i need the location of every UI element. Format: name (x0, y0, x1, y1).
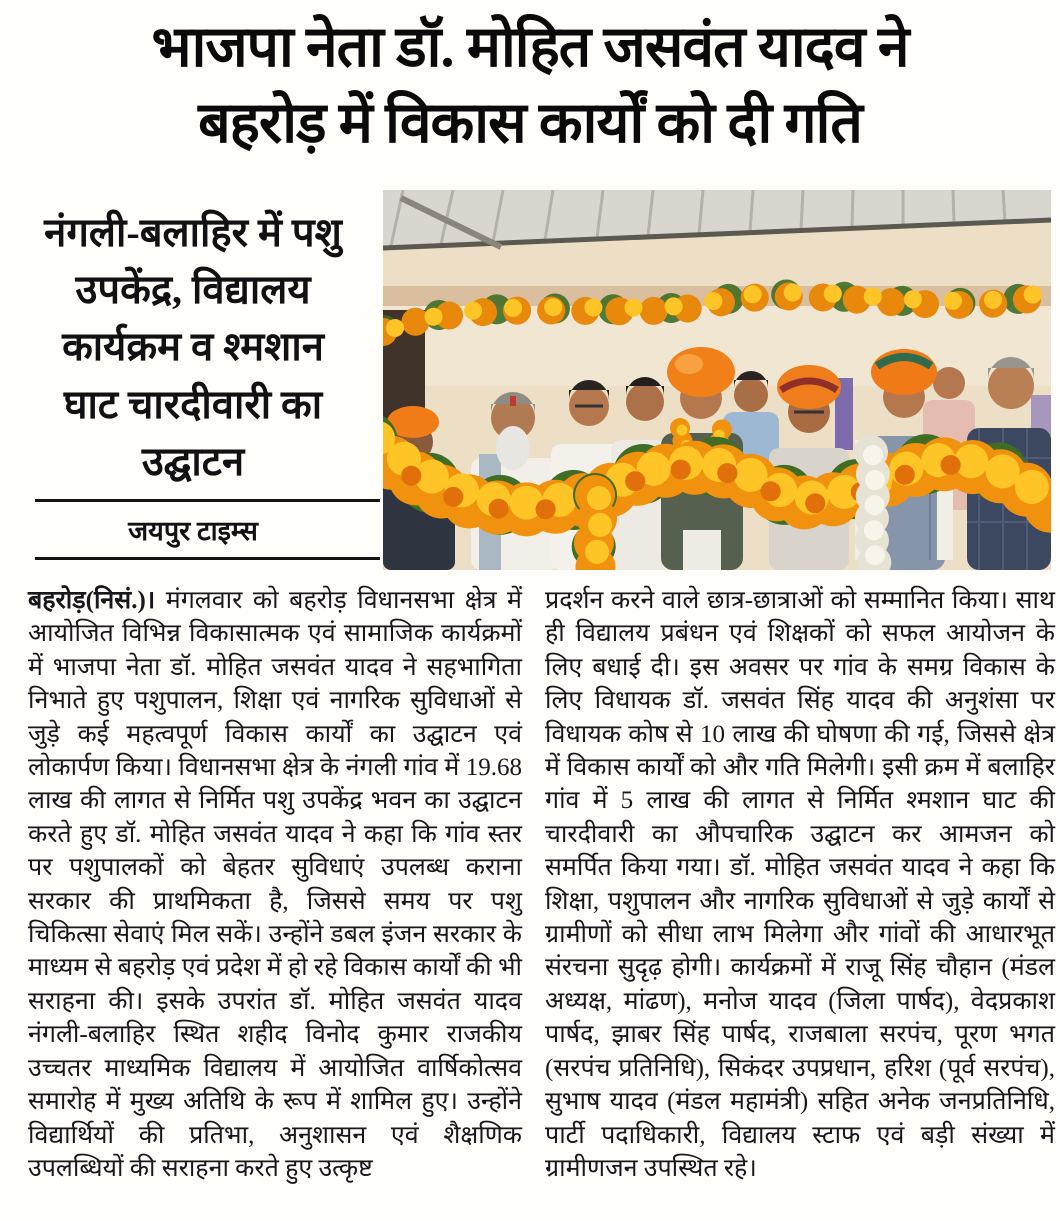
article-column-1 (28, 584, 522, 1185)
byline: जयपुर टाइम्स (128, 516, 258, 546)
subheadline-line: कार्यक्रम व श्मशान (62, 324, 324, 370)
garlanding-ceremony-scene (383, 190, 1051, 570)
article-photo (383, 190, 1051, 570)
subheadline (6, 204, 380, 490)
dateline: बहरोड़(निसं.)। (28, 587, 156, 614)
byline-divider-bottom (35, 557, 380, 560)
headline-line-2: बहरोड़ में विकास कार्यों को दी गति (198, 91, 862, 155)
headline (0, 10, 1060, 162)
article-column-2: प्रदर्शन करने वाले छात्र-छात्राओं को सम्मानित किया। साथ ही विद्यालय प्रबंधन एवं शिक्षकों को सफल आयोजन के लिए बधाई दी। इस अवसर पर गांव के समग्र विकास के लिए विधायक डॉ. जसवंत सिंह यादव की अनुशंसा पर विधायक कोष से 10 लाख की घोषणा की गई, जिससे क्षेत्र में विकास कार्यों को और गति मिलेगी। इसी क्रम में बलाहिर गांव में 5 लाख की लागत से निर्मित श्मशान घाट की चारदीवारी का औपचारिक उद्घाटन कर आमजन को समर्पित किया गया। डॉ. मोहित जसवंत यादव ने कहा कि शिक्षा, पशुपालन और नागरिक सुविधाओं से जुड़े कार्यों से ग्रामीणों को सीधा लाभ मिलेगा और गांवों की आधारभूत संरचना सुदृढ़ होगी। कार्यक्रमों में राजू सिंह चौहान (मंडल अध्यक्ष, मांढण), मनोज यादव (जिला पार्षद), वेदप्रकाश पार्षद, झाबर सिंह पार्षद, राजबाला सरपंच, पूरण भगत (सरपंच प्रतिनिधि), सिकंदर उपप्रधान, हरिश (पूर्व सरपंच), सुभाष यादव (मंडल महामंत्री) सहित अनेक जनप्रतिनिधि, पार्टी पदाधिकारी, विद्यालय स्टाफ एवं बड़ी संख्या में ग्रामीणजन उपस्थित रहे। (545, 587, 1055, 1182)
byline-divider-top (35, 499, 380, 502)
article-column-1-text: मंगलवार को बहरोड़ विधानसभा क्षेत्र में आयोजित विभिन्न विकासात्मक एवं सामाजिक कार्यक्रमों में भाजपा नेता डॉ. मोहित जसवंत यादव ने सहभागिता निभाते हुए पशुपालन, शिक्षा एवं नागरिक सुविधाओं से जुड़े कई महत्वपूर्ण विकास कार्यों का उद्घाटन एवं लोकार्पण किया। विधानसभा क्षेत्र के नंगली गांव में 19.68 लाख की लागत से निर्मित पशु उपकेंद्र भवन का उद्घाटन करते हुए डॉ. मोहित जसवंत यादव ने कहा कि गांव स्तर पर पशुपालकों को बेहतर सुविधाएं उपलब्ध कराना सरकार की प्राथमिकता है, जिससे समय पर पशु चिकित्सा सेवाएं मिल सकें। उन्होंने डबल इंजन सरकार के माध्यम से बहरोड़ एवं प्रदेश में हो रहे विकास कार्यों की भी सराहना की। इसके उपरांत डॉ. मोहित जसवंत यादव नंगली-बलाहिर स्थित शहीद विनोद कुमार राजकीय उच्चतर माध्यमिक विद्यालय में आयोजित वार्षिकोत्सव समारोह में मुख्य अतिथि के रूप में शामिल हुए। उन्होंने विद्यार्थियों की प्रतिभा, अनुशासन एवं शैक्षणिक उपलब्धियों की सराहना करते हुए उत्कृष्ट (28, 587, 522, 1182)
subheadline-line: घाट चारदीवारी का (63, 381, 323, 427)
subheadline-line: नंगली-बलाहिर में पशु (44, 210, 342, 255)
subheadline-line: उपकेंद्र, विद्यालय (75, 267, 311, 313)
headline-line-1: भाजपा नेता डॉ. मोहित जसवंत यादव ने (151, 16, 909, 79)
subheadline-line: उद्घाटन (141, 438, 245, 484)
